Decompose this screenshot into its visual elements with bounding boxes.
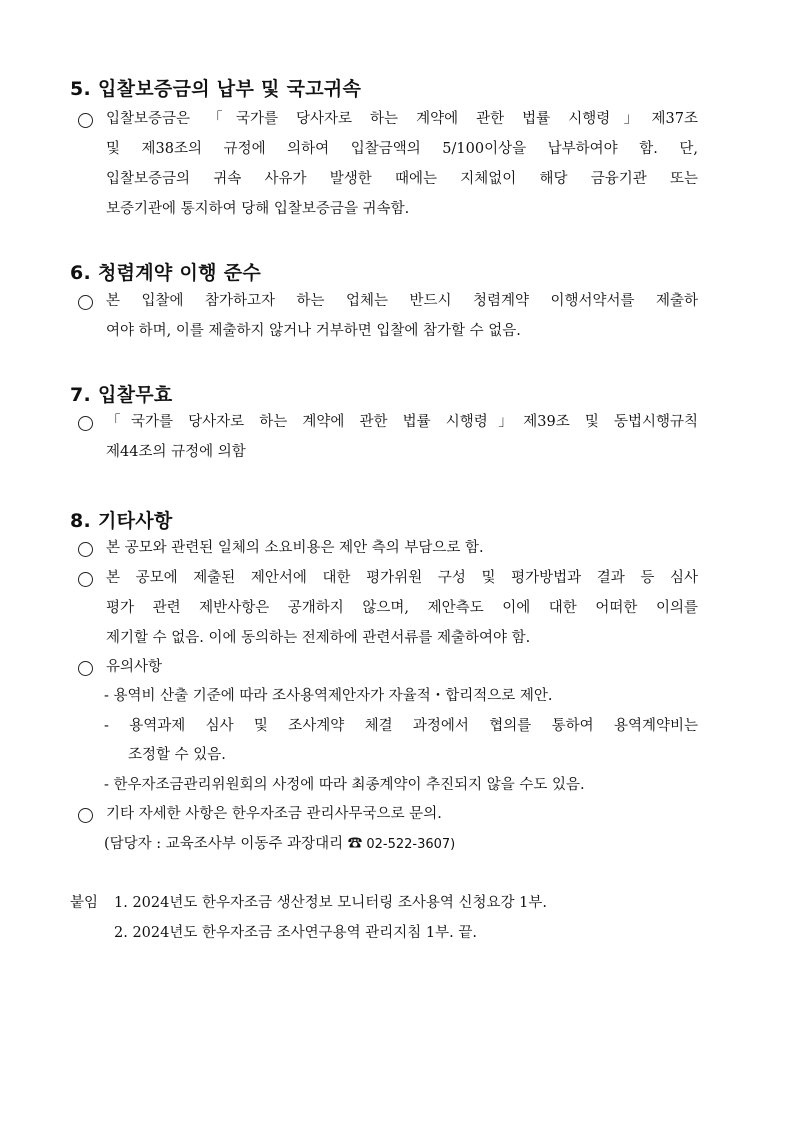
body-line: 본 입찰에 참가하고자 하는 업체는 반드시 청렴계약 이행서약서를 제출하	[106, 293, 698, 309]
sub-item-line: - 용역과제 심사 및 조사계약 체결 과정에서 협의를 통하여 용역계약비는	[104, 718, 698, 734]
phone-number: 02-522-3607)	[362, 837, 456, 852]
body-line: 보증기관에 통지하여 당해 입찰보증금을 귀속함.	[106, 201, 410, 217]
attachment-item: 1. 2024년도 한우자조금 생산정보 모니터링 조사용역 신청요강 1부.	[114, 895, 548, 911]
sub-item-line: - 용역비 산출 기준에 따라 조사용역제안자가 자율적・합리적으로 제안.	[104, 688, 553, 704]
section-5-heading: 5. 입찰보증금의 납부 및 국고귀속	[70, 78, 362, 100]
contact-text: (담당자 : 교육조사부 이동주 과장대리	[104, 836, 348, 852]
circle-bullet-icon	[78, 295, 93, 310]
body-line: 입찰보증금은 「국가를 당사자로 하는 계약에 관한 법률 시행령」제37조	[106, 111, 698, 127]
body-line: 본 공모와 관련된 일체의 소요비용은 제안 측의 부담으로 함.	[106, 540, 484, 556]
circle-bullet-icon	[78, 416, 93, 431]
circle-bullet-icon	[78, 661, 93, 676]
phone-icon: ☎	[347, 836, 363, 852]
circle-bullet-icon	[78, 542, 93, 557]
sub-item-line: 조정할 수 있음.	[128, 747, 226, 763]
contact-line	[104, 834, 455, 855]
section-6-heading: 6. 청렴계약 이행 준수	[70, 262, 262, 284]
attachment-item: 2. 2024년도 한우자조금 조사연구용역 관리지침 1부. 끝.	[114, 925, 477, 941]
body-line: 기타 자세한 사항은 한우자조금 관리사무국으로 문의.	[106, 806, 442, 822]
sub-item-line: - 한우자조금관리위원회의 사정에 따라 최종계약이 추진되지 않을 수도 있음.	[104, 777, 585, 793]
body-line: 「국가를 당사자로 하는 계약에 관한 법률 시행령」제39조 및 동법시행규칙	[106, 414, 698, 430]
body-line: 제44조의 규정에 의함	[106, 444, 246, 460]
body-line: 여야 하며, 이를 제출하지 않거나 거부하면 입찰에 참가할 수 없음.	[106, 323, 521, 339]
circle-bullet-icon	[78, 572, 93, 587]
body-line: 평가 관련 제반사항은 공개하지 않으며, 제안측도 이에 대한 어떠한 이의를	[106, 600, 698, 616]
body-line: 입찰보증금의 귀속 사유가 발생한 때에는 지체없이 해당 금융기관 또는	[106, 171, 698, 187]
attachments-label: 붙임	[70, 895, 99, 911]
circle-bullet-icon	[78, 808, 93, 823]
body-line: 유의사항	[106, 659, 163, 675]
body-line: 및 제38조의 규정에 의하여 입찰금액의 5/100이상을 납부하여야 함. 단,	[106, 141, 698, 157]
circle-bullet-icon	[78, 113, 93, 128]
section-8-heading: 8. 기타사항	[70, 510, 173, 532]
body-line: 본 공모에 제출된 제안서에 대한 평가위원 구성 및 평가방법과 결과 등 심사	[106, 570, 698, 586]
body-line: 제기할 수 없음. 이에 동의하는 전제하에 관련서류를 제출하여야 함.	[106, 630, 531, 646]
section-7-heading: 7. 입찰무효	[70, 384, 173, 406]
